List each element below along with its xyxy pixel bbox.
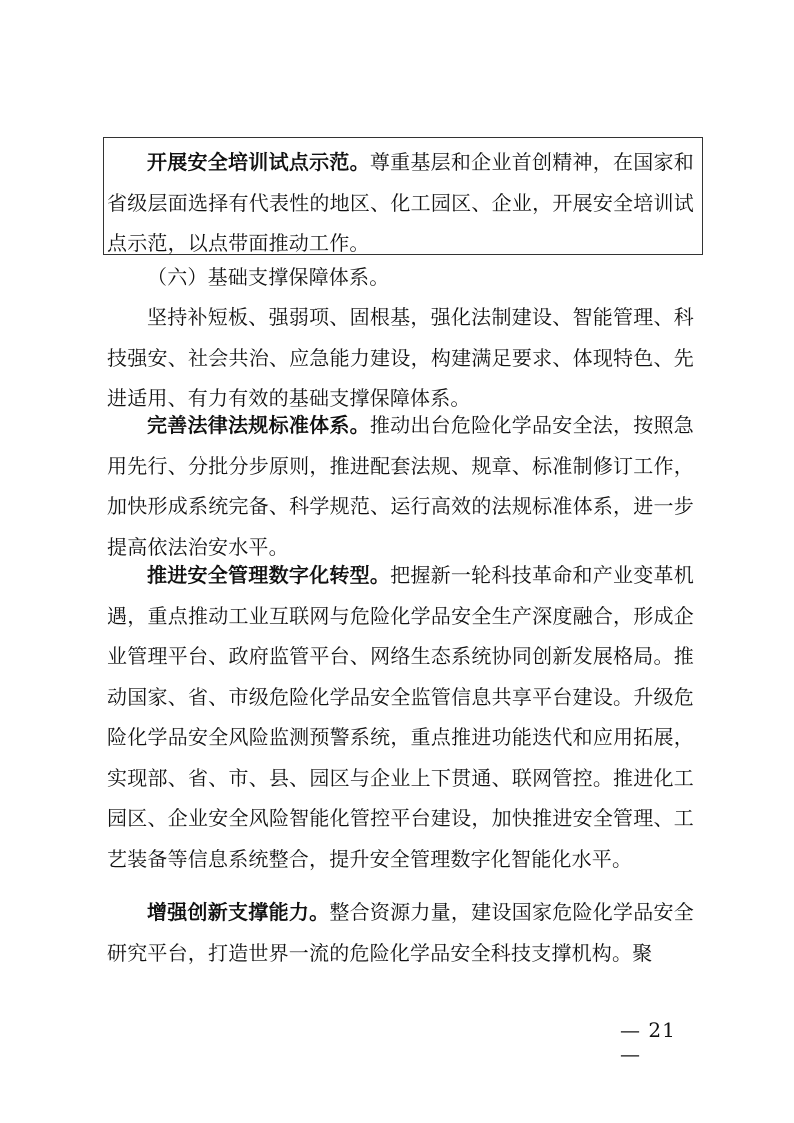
paragraph-text: 推动出台危险化学品安全法，按照急用先行、分批分步原则，推进配套法规、规章、标准制修订工作，加快形成系统完备、科学规范、运行高效的法规标准体系，进一步提高依法治安水平。 bbox=[107, 413, 694, 559]
paragraph-innovation bbox=[107, 892, 694, 973]
boxed-heading: 开展安全培训试点示范。 bbox=[147, 150, 370, 174]
boxed-text: 尊重基层和企业首创精神，在国家和省级层面选择有代表性的地区、化工园区、企业，开展安全培训试点示范，以点带面推动工作。 bbox=[107, 150, 694, 255]
paragraph-digital-transformation bbox=[107, 555, 694, 879]
paragraph-text: 整合资源力量，建设国家危险化学品安全研究平台，打造世界一流的危险化学品安全科技支撑机构。聚 bbox=[107, 900, 694, 965]
boxed-section bbox=[103, 137, 703, 255]
boxed-paragraph bbox=[107, 142, 694, 264]
page-number: — 21 — bbox=[620, 1018, 676, 1066]
paragraph-heading: 推进安全管理数字化转型。 bbox=[147, 563, 391, 587]
intro-paragraph: 坚持补短板、强弱项、固根基，强化法制建设、智能管理、科技强安、社会共治、应急能力建设，构建满足要求、体现特色、先进适用、有力有效的基础支撑保障体系。 bbox=[107, 305, 694, 410]
paragraph-text: 把握新一轮科技革命和产业变革机遇，重点推动工业互联网与危险化学品安全生产深度融合，形成企业管理平台、政府监管平台、网络生态系统协同创新发展格局。推动国家、省、市级危险化学品安全监管信息共享平台建设。升级危险化学品安全风险监测预警系统，重点推进功能迭代和应用拓展，实现部、省、市、县、园区与企业上下贯通、联网管控。推进化工园区、企业安全风险智能化管控平台建设，加快推进安全管理、工艺装备等信息系统整合，提升安全管理数字化智能化水平。 bbox=[107, 563, 694, 871]
section-title: （六）基础支撑保障体系。 bbox=[147, 265, 390, 289]
paragraph-heading: 完善法律法规标准体系。 bbox=[147, 413, 370, 437]
paragraph-legal-standards bbox=[107, 405, 694, 567]
paragraph-heading: 增强创新支撑能力。 bbox=[147, 900, 330, 924]
